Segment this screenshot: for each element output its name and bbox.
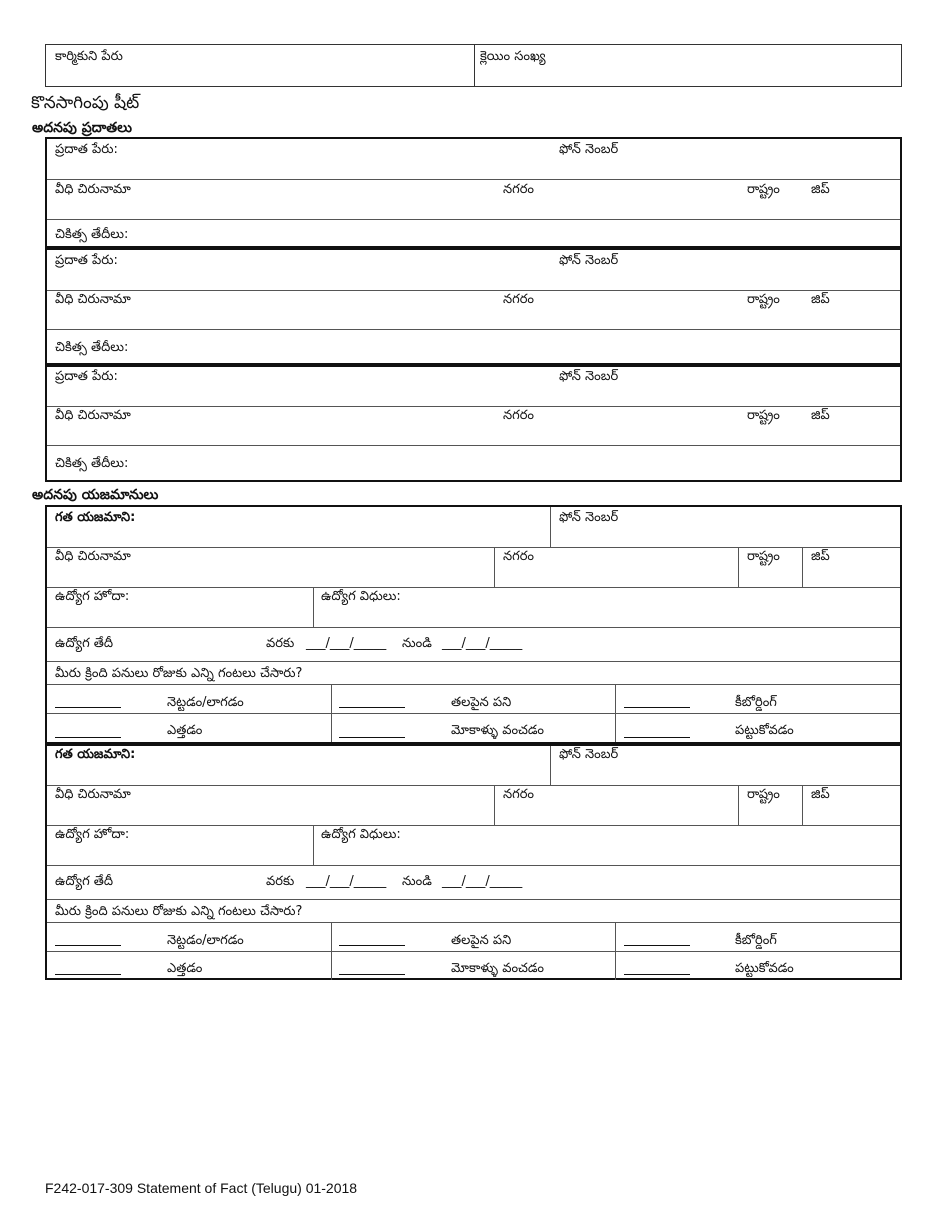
employer-state-label: రాష్ట్రం: [747, 787, 780, 802]
divider: [494, 785, 495, 825]
provider-state-label: రాష్ట్రం: [747, 292, 780, 307]
previous-employer-label: గత యజమాని:: [55, 510, 136, 525]
divider: [802, 785, 803, 825]
provider-name-label: ప్రదాత పేరు:: [55, 253, 118, 268]
divider: [47, 899, 900, 900]
provider-treatment-dates-label: చికిత్స తేదీలు:: [55, 456, 129, 471]
provider-separator: [47, 246, 900, 250]
provider-state-label: రాష్ట్రం: [747, 408, 780, 423]
employer-phone-label: ఫోన్ నెంబర్: [559, 747, 619, 762]
job-duties-label: ఉద్యోగ విధులు:: [321, 589, 401, 604]
to-label: వరకు: [266, 636, 295, 651]
provider-name-label: ప్రదాత పేరు:: [55, 369, 118, 384]
employer-street-label: వీధి చిరునామా: [55, 787, 131, 802]
provider-state-label: రాష్ట్రం: [747, 182, 780, 197]
employer-separator: [47, 742, 900, 746]
from-date-blank: ___/___/_____: [442, 874, 523, 889]
hours-blank[interactable]: [339, 707, 405, 708]
task-kneeling-label: మోకాళ్ళు వంచడం: [451, 961, 544, 976]
form-footer: F242-017-309 Statement of Fact (Telugu) 01-2018: [45, 1180, 358, 1196]
provider-zip-label: జిప్: [811, 292, 830, 307]
hours-blank[interactable]: [624, 737, 690, 738]
divider: [47, 785, 900, 786]
divider: [494, 547, 495, 587]
task-lifting-label: ఎత్తడం: [167, 723, 203, 738]
hours-question: మీరు క్రింది పనులు రోజుకు ఎన్ని గంటలు చేసారు?: [55, 666, 303, 681]
top-box-divider: [474, 45, 475, 86]
divider: [47, 922, 900, 923]
divider: [47, 547, 900, 548]
to-date-blank: ___/___/_____: [306, 636, 387, 651]
divider: [313, 825, 314, 865]
divider: [47, 445, 900, 446]
employer-phone-label: ఫోన్ నెంబర్: [559, 510, 619, 525]
provider-zip-label: జిప్: [811, 182, 830, 197]
task-gripping-label: పట్టుకోవడం: [735, 723, 794, 738]
job-title-label: ఉద్యోగ హోదా:: [55, 589, 130, 604]
divider: [47, 406, 900, 407]
divider: [47, 951, 900, 952]
task-kneeling-label: మోకాళ్ళు వంచడం: [451, 723, 544, 738]
divider: [738, 785, 739, 825]
hours-blank[interactable]: [55, 707, 121, 708]
divider: [47, 290, 900, 291]
provider-phone-label: ఫోన్ నెంబర్: [559, 142, 619, 157]
provider-treatment-dates-label: చికిత్స తేదీలు:: [55, 227, 129, 242]
hours-blank[interactable]: [624, 945, 690, 946]
provider-treatment-dates-label: చికిత్స తేదీలు:: [55, 340, 129, 355]
from-label: నుండి: [402, 874, 432, 889]
employers-box: [45, 505, 902, 980]
hours-blank[interactable]: [624, 707, 690, 708]
employment-date-label: ఉద్యోగ తేదీ: [55, 636, 114, 651]
task-push-pull-label: నెట్టడం/లాగడం: [167, 695, 244, 710]
provider-street-label: వీధి చిరునామా: [55, 408, 131, 423]
task-push-pull-label: నెట్టడం/లాగడం: [167, 933, 244, 948]
job-title-label: ఉద్యోగ హోదా:: [55, 827, 130, 842]
hours-blank[interactable]: [339, 945, 405, 946]
worker-name-label: కార్మికుని పేరు: [55, 49, 123, 64]
hours-blank[interactable]: [55, 945, 121, 946]
divider: [47, 825, 900, 826]
hours-blank[interactable]: [339, 737, 405, 738]
employer-street-label: వీధి చిరునామా: [55, 549, 131, 564]
task-overhead-label: తలపైన పని: [451, 933, 512, 948]
previous-employer-label: గత యజమాని:: [55, 747, 136, 762]
hours-blank[interactable]: [339, 974, 405, 975]
provider-name-label: ప్రదాత పేరు:: [55, 142, 118, 157]
divider: [738, 547, 739, 587]
to-label: వరకు: [266, 874, 295, 889]
provider-phone-label: ఫోన్ నెంబర్: [559, 253, 619, 268]
employment-date-label: ఉద్యోగ తేదీ: [55, 874, 114, 889]
employer-city-label: నగరం: [503, 549, 535, 564]
hours-question: మీరు క్రింది పనులు రోజుకు ఎన్ని గంటలు చేసారు?: [55, 904, 303, 919]
employer-zip-label: జిప్: [811, 787, 830, 802]
divider: [47, 865, 900, 866]
provider-separator: [47, 363, 900, 367]
providers-box: [45, 137, 902, 482]
provider-city-label: నగరం: [503, 292, 535, 307]
hours-blank[interactable]: [55, 974, 121, 975]
provider-zip-label: జిప్: [811, 408, 830, 423]
employers-heading: అదనపు యజమానులు: [32, 487, 159, 503]
task-keyboarding-label: కీబోర్డింగ్: [735, 695, 777, 710]
divider: [47, 661, 900, 662]
from-label: నుండి: [402, 636, 432, 651]
divider: [550, 746, 551, 785]
page-title: కొనసాగింపు షీట్: [31, 93, 140, 113]
worker-claim-box: [45, 44, 902, 87]
divider: [47, 587, 900, 588]
divider: [47, 684, 900, 685]
hours-blank[interactable]: [624, 974, 690, 975]
task-lifting-label: ఎత్తడం: [167, 961, 203, 976]
provider-city-label: నగరం: [503, 182, 535, 197]
divider: [47, 627, 900, 628]
divider: [47, 713, 900, 714]
task-keyboarding-label: కీబోర్డింగ్: [735, 933, 777, 948]
divider: [47, 329, 900, 330]
provider-city-label: నగరం: [503, 408, 535, 423]
divider: [802, 547, 803, 587]
divider: [313, 587, 314, 627]
divider: [550, 507, 551, 547]
job-duties-label: ఉద్యోగ విధులు:: [321, 827, 401, 842]
divider: [47, 219, 900, 220]
employer-state-label: రాష్ట్రం: [747, 549, 780, 564]
provider-street-label: వీధి చిరునామా: [55, 292, 131, 307]
task-gripping-label: పట్టుకోవడం: [735, 961, 794, 976]
providers-heading: అదనపు ప్రదాతలు: [32, 120, 132, 136]
employer-city-label: నగరం: [503, 787, 535, 802]
provider-phone-label: ఫోన్ నెంబర్: [559, 369, 619, 384]
claim-number-label: క్లెయిం సంఖ్య: [480, 49, 546, 64]
employer-zip-label: జిప్: [811, 549, 830, 564]
from-date-blank: ___/___/_____: [442, 636, 523, 651]
hours-blank[interactable]: [55, 737, 121, 738]
provider-street-label: వీధి చిరునామా: [55, 182, 131, 197]
task-overhead-label: తలపైన పని: [451, 695, 512, 710]
to-date-blank: ___/___/_____: [306, 874, 387, 889]
divider: [47, 179, 900, 180]
